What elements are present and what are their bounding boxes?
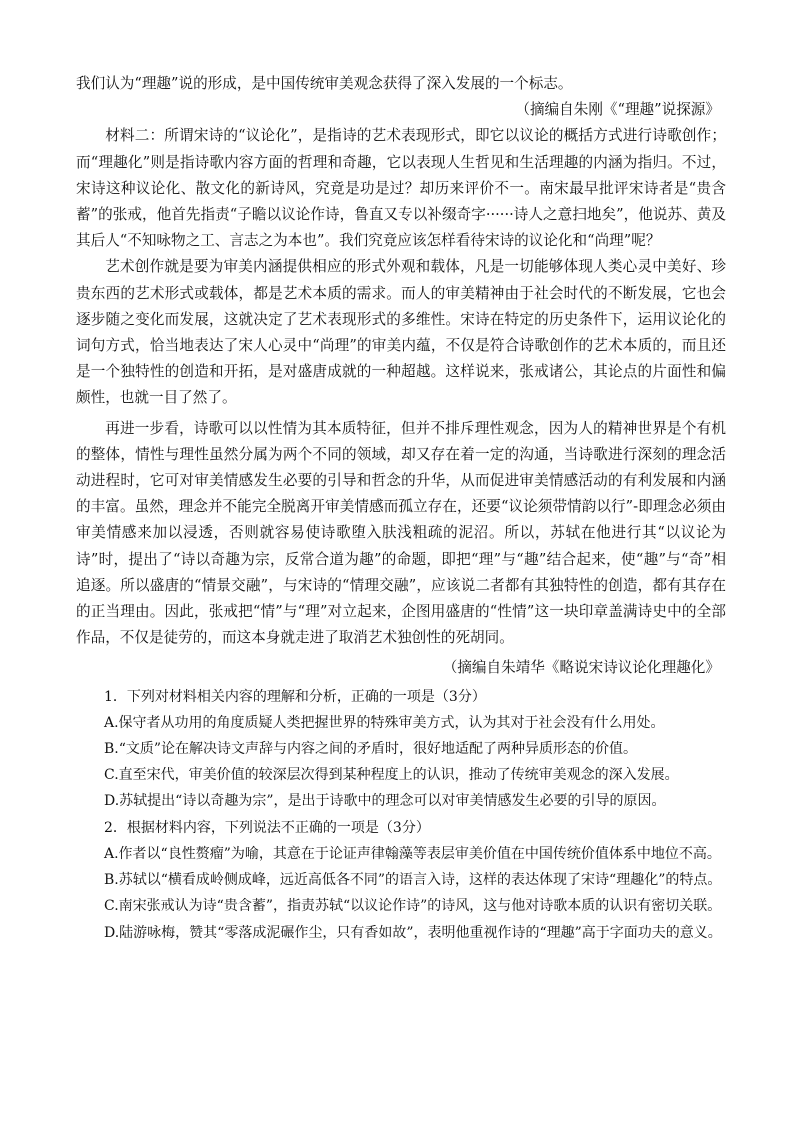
body-paragraph-2: 艺术创作就是要为审美内涵提供相应的形式外观和载体，凡是一切能够体现人类心灵中美好、珍贵东西的艺术形式或载体，都是艺术本质的需求。而人的审美精神由于社会时代的不断发展，它也会逐步随之变化而发展，这就决定了艺术表现形式的多维性。宋诗在特定的历史条件下，运用议论化的词句方式，恰当地表达了宋人心灵中“尚理”的审美内蕴，不仅是符合诗歌创作的艺术本质的，而且还是一个独特性的创造和开拓，是对盛唐成就的一种超越。这样说来，张戒诸公，其论点的片面性和偏颇性，也就一目了然了。: [76, 258, 726, 407]
option-d: D.陆游咏梅，赞其“零落成泥碾作尘，只有香如故”，表明他重视作诗的“理趣”高于字面功夫的意义。: [104, 924, 722, 941]
option-c: C.南宋张戒认为诗“贵含蓄”，指责苏轼“以议论作诗”的诗风，这与他对诗歌本质的认识有密切关联。: [104, 898, 722, 915]
question-stem: 2．根据材料内容，下列说法不正确的一项是（3分）: [104, 819, 430, 836]
option-b: B.苏轼以“横看成岭侧成峰，远近高低各不同”的语言入诗，这样的表达体现了宋诗“理趣化”的特点。: [104, 872, 722, 889]
option-b: B.“文质”论在解决诗文声辞与内容之间的矛盾时，很好地适配了两种异质形态的价值。: [104, 741, 638, 758]
option-a: A.保守者从功用的角度质疑人类把握世界的特殊审美方式，认为其对于社会没有什么用处。: [104, 714, 665, 731]
question-1: [76, 684, 726, 815]
option-d: D.苏轼提出“诗以奇趣为宗”，是出于诗歌中的理念可以对审美情感发生必要的引导的原因。: [104, 793, 666, 810]
material-two-paragraph: 材料二：所谓宋诗的“议论化”，是指诗的艺术表现形式，即它以议论的概括方式进行诗歌创作；而“理趣化”则是指诗歌内容方面的哲理和奇趣，它以表现人生哲见和生活理趣的内涵为指归。不过，宋诗这种议论化、散文化的新诗风，究竟是功是过？却历来评价不一。南宋最早批评宋诗者是“贵含蓄”的张戒，他首先指责“子瞻以议论作诗，鲁直又专以补缀奇字······诗人之意扫地矣”，他说苏、黄及其后人“不知咏物之工、言志之为本也”。我们究竟应该怎样看待宋诗的议论化和“尚理”呢？: [76, 127, 726, 250]
paragraph-continuation: 我们认为“理趣”说的形成，是中国传统审美观念获得了深入发展的一个标志。: [76, 75, 573, 92]
option-a: A.作者以“良性赘瘤”为喻，其意在于论证声律翰藻等表层审美价值在中国传统价值体系中地位不高。: [104, 845, 721, 862]
source-citation-2: （摘编自朱靖华《略说宋诗议论化理趣化》: [442, 659, 720, 677]
question-2: [76, 815, 726, 946]
question-stem: 1．下列对材料相关内容的理解和分析，正确的一项是（3分）: [104, 688, 486, 705]
document-page: [76, 71, 726, 946]
source-citation-1: （摘编自朱刚《“理趣”说探源》: [515, 101, 720, 119]
option-c: C.直至宋代，审美价值的较深层次得到某种程度上的认识，推动了传统审美观念的深入发展。: [104, 767, 679, 784]
body-paragraph-3: 再进一步看，诗歌可以以性情为其本质特征，但并不排斥理性观念，因为人的精神世界是个有机的整体，情性与理性虽然分属为两个不同的领域，却又存在着一定的沟通，当诗歌进行深刻的理念活动进程时，它可对审美情感发生必要的引导和哲念的升华，从而促进审美情感活动的有利发展和内涵的丰富。虽然，理念并不能完全脱离开审美情感而孤立存在，还要“议论须带情韵以行”-即理念必须由审美情感来加以浸透，否则就容易使诗歌堕入肤浅粗疏的泥沼。所以，苏轼在他进行其“以议论为诗”时，提出了“诗以奇趣为宗，反常合道为趣”的命题，即把“理”与“趣”结合起来，使“趣”与“奇”相追逐。所以盛唐的“情景交融”，与宋诗的“情理交融”，应该说二者都有其独特性的创造，都有其存在的正当理由。因此，张戒把“情”与“理”对立起来，企图用盛唐的“性情”这一块印章盖满诗史中的全部作品，不仅是徒劳的，而这本身就走进了取消艺术独创性的死胡同。: [76, 419, 726, 647]
